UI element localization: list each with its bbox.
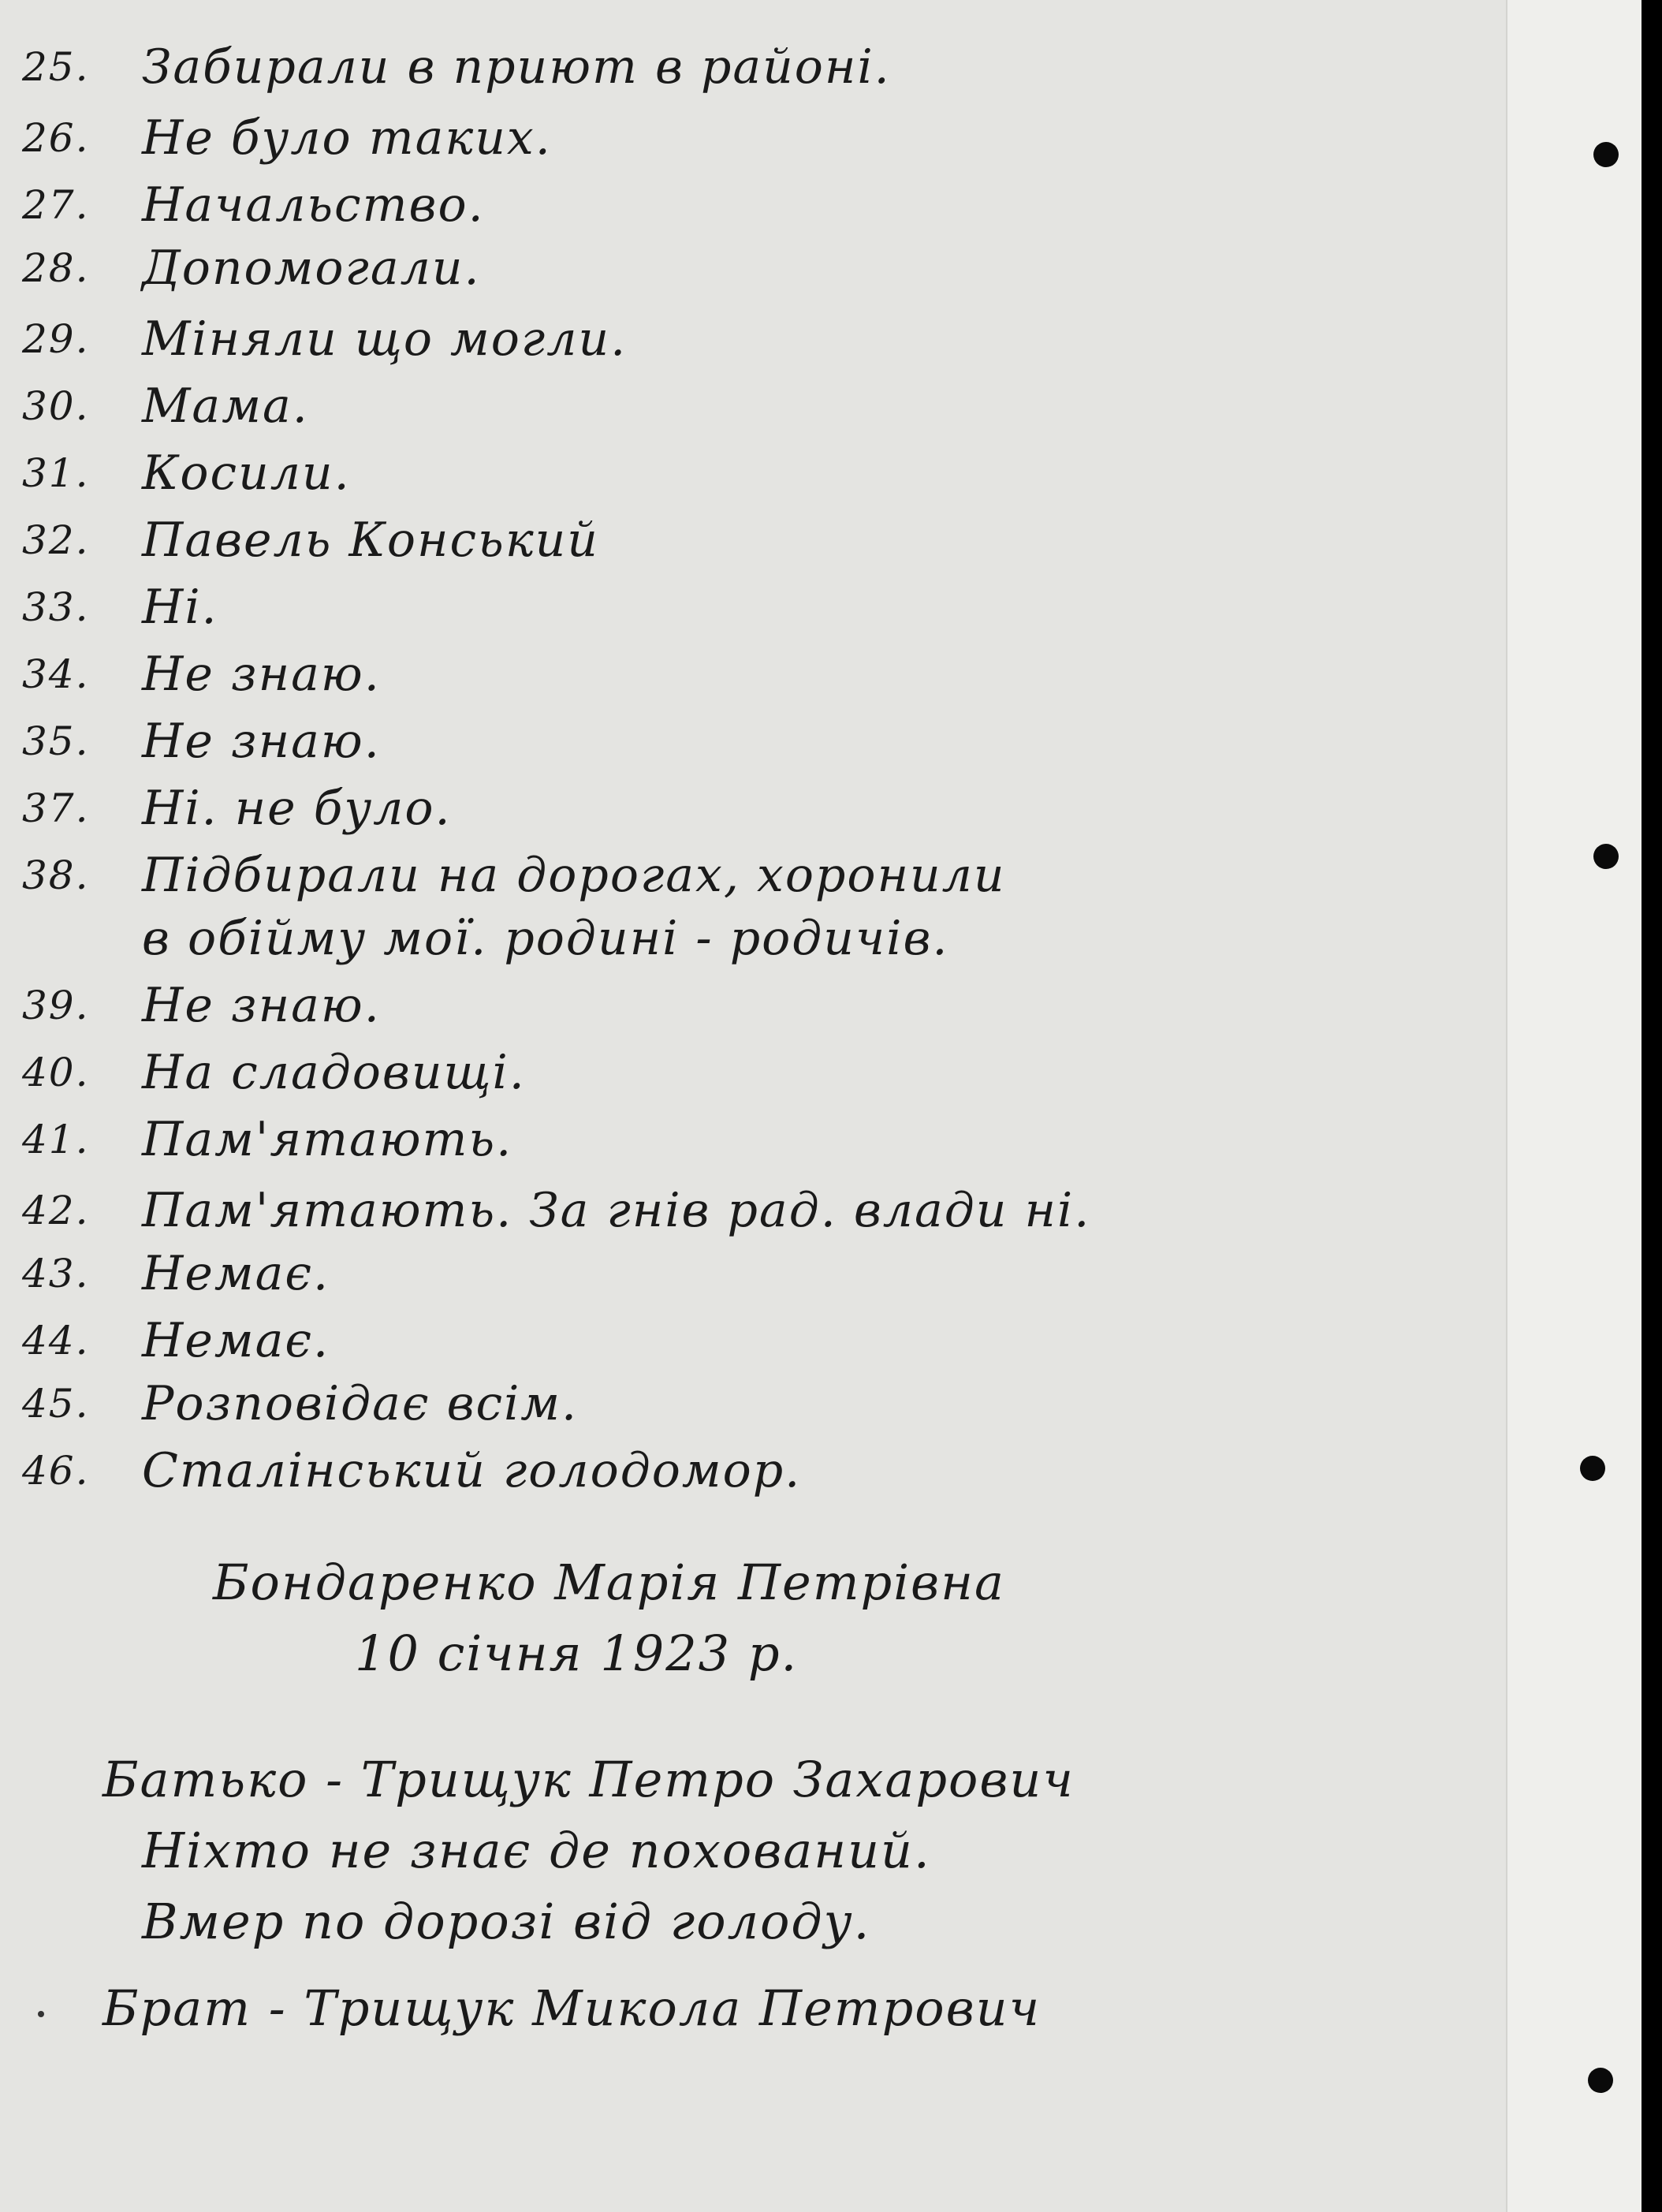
answer-text: Ні. не було. — [142, 781, 452, 836]
answer-text: Забирали в приют в районі. — [142, 39, 891, 95]
answer-number: 42. — [22, 1188, 90, 1233]
answer-number: 38. — [22, 852, 90, 898]
punch-hole — [1588, 2068, 1613, 2093]
answer-text: Начальство. — [142, 177, 485, 233]
answer-text: Допомогали. — [142, 241, 481, 296]
answer-text: Не знаю. — [142, 714, 381, 769]
answer-number: 26. — [22, 115, 90, 161]
respondent-name: Бондаренко Марія Петрівна — [213, 1554, 1005, 1611]
answer-text: Міняли що могли. — [142, 311, 628, 367]
answer-text: в обійму мої. родині - родичів. — [142, 911, 949, 966]
family-line: Брат - Трищук Микола Петрович — [102, 1979, 1042, 2037]
answer-text: Мама. — [142, 379, 309, 434]
answer-text: Не знаю. — [142, 647, 381, 702]
answer-text: Не було таких. — [142, 110, 552, 166]
scan-edge — [1642, 0, 1662, 2212]
answer-text: Косили. — [142, 446, 351, 501]
answer-number: 37. — [22, 785, 90, 831]
answer-text: Підбирали на дорогах, хоронили — [142, 848, 1006, 903]
answer-number: 35. — [22, 718, 90, 764]
answer-number: 44. — [22, 1318, 90, 1363]
answer-text: Пам'ятають. За гнів рад. влади ні. — [142, 1183, 1091, 1238]
family-line: Ніхто не знає де похований. — [142, 1822, 931, 1879]
answer-text: Немає. — [142, 1313, 330, 1368]
answer-number: 41. — [22, 1117, 90, 1162]
answer-text: На сладовищі. — [142, 1045, 526, 1100]
answer-number: 28. — [22, 245, 90, 291]
ink-dot — [38, 2011, 44, 2017]
respondent-birthdate: 10 січня 1923 р. — [355, 1624, 799, 1682]
answer-text: Пам'ятають. — [142, 1112, 513, 1167]
answer-number: 46. — [22, 1448, 90, 1494]
punch-hole — [1593, 844, 1619, 869]
punch-hole — [1593, 142, 1619, 167]
answer-number: 27. — [22, 182, 90, 228]
answer-text: Немає. — [142, 1246, 330, 1301]
answer-number: 39. — [22, 983, 90, 1028]
answer-text: Сталінський голодомор. — [142, 1443, 802, 1498]
answer-number: 34. — [22, 651, 90, 697]
answer-number: 33. — [22, 584, 90, 630]
family-line: Вмер по дорозі від голоду. — [142, 1893, 871, 1950]
answer-number: 45. — [22, 1381, 90, 1427]
answer-number: 43. — [22, 1251, 90, 1296]
answer-number: 32. — [22, 517, 90, 563]
answer-number: 29. — [22, 316, 90, 362]
answer-text: Павель Конський — [142, 513, 599, 568]
answer-number: 30. — [22, 383, 90, 429]
answer-text: Ні. — [142, 580, 218, 635]
answer-text: Не знаю. — [142, 978, 381, 1033]
answer-number: 40. — [22, 1050, 90, 1095]
answer-number: 25. — [22, 44, 90, 90]
answer-text: Розповідає всім. — [142, 1376, 579, 1431]
punch-hole — [1580, 1456, 1605, 1481]
family-line: Батько - Трищук Петро Захарович — [102, 1751, 1075, 1808]
answer-number: 31. — [22, 450, 90, 496]
binding-margin — [1506, 0, 1642, 2212]
